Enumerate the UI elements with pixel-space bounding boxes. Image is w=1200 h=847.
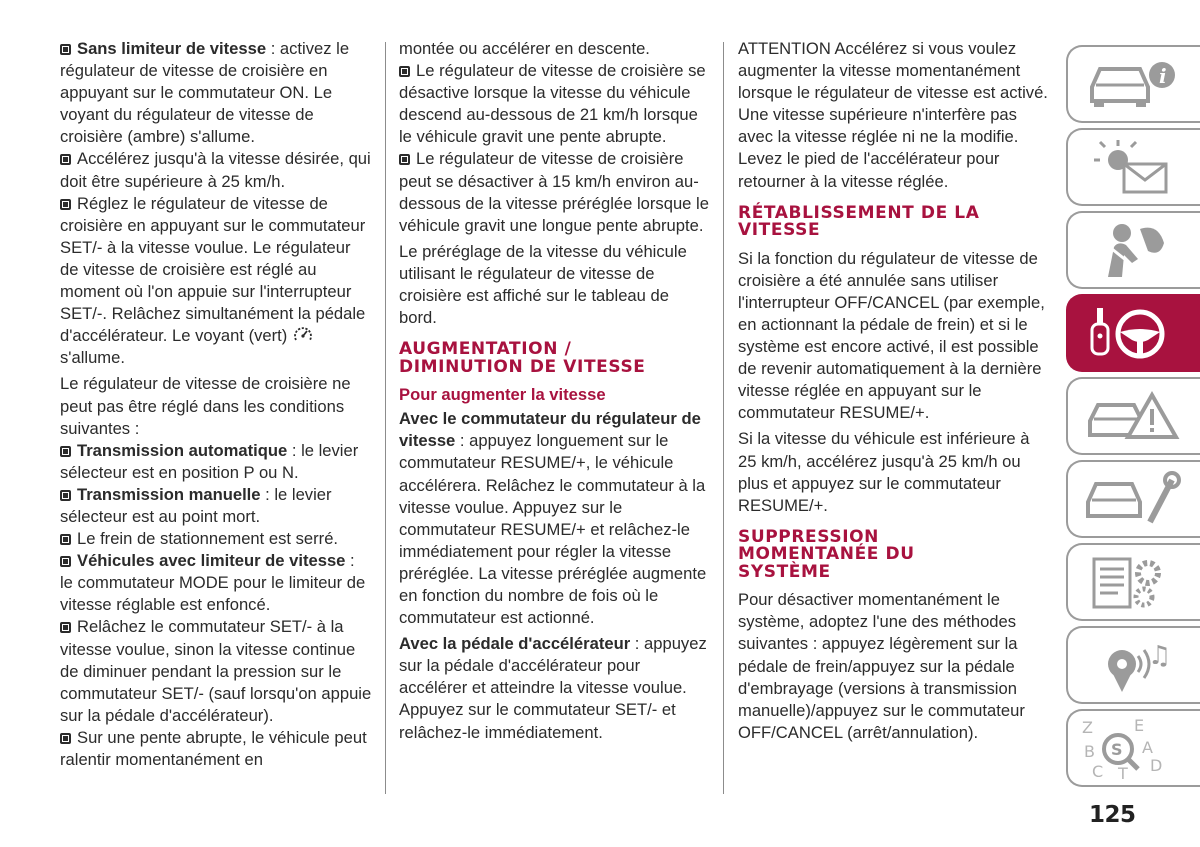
index-letter: T <box>1118 764 1128 779</box>
page-number: 125 <box>1089 802 1136 828</box>
bullet-icon <box>60 154 71 165</box>
heading-line: SYSTÈME <box>738 561 831 582</box>
tab-starting-driving[interactable] <box>1066 294 1200 372</box>
tab-lights-messages[interactable] <box>1066 128 1200 206</box>
heading-line: VITESSE <box>738 220 821 241</box>
heading-line: MOMENTANÉE DU <box>738 544 915 565</box>
paragraph: Si la fonction du régulateur de vitesse de croisière a été annulée sans utiliser l'interrupteur OFF/CANCEL (par exemple, en actionnant la pédale de frein) et si le système est encore activé, il est possible de revenir automatiquement à la dernière vitesse réglée en appuyant sur le commutateur RESUME/+. <box>738 248 1045 423</box>
tab-multimedia[interactable] <box>1066 626 1200 704</box>
index-letter: A <box>1142 738 1153 757</box>
paragraph <box>399 408 711 629</box>
bullet-icon <box>60 733 71 744</box>
paragraph: montée ou accélérer en descente. <box>399 39 650 58</box>
cruise-control-indicator-icon <box>292 326 314 344</box>
tab-car-info[interactable] <box>1066 45 1200 123</box>
section-heading <box>738 526 1048 582</box>
list-item-text: : le levier sélecteur est en position P ou N. <box>60 440 359 482</box>
bold-term: Avec le commutateur du régulateur de vitesse <box>399 409 701 451</box>
bold-term: Transmission manuelle <box>77 484 261 504</box>
index-letter: C <box>1092 762 1104 779</box>
list-item-text: Sur une pente abrupte, le véhicule peut ralentir momentanément en <box>60 727 367 769</box>
specs-gears-icon <box>1078 551 1188 613</box>
bullet-icon <box>60 199 71 210</box>
list-item-text: Le régulateur de vitesse de croisière se désactive lorsque la vitesse du véhicule descend au-dessous de 21 km/h lorsque le véhicule gravit une pente abrupte. <box>399 61 706 147</box>
lights-message-icon <box>1078 136 1188 198</box>
paragraph <box>60 148 372 192</box>
car-wrench-icon <box>1078 468 1188 530</box>
list-item <box>60 727 372 771</box>
list-item <box>399 60 711 148</box>
paragraph: Si la vitesse du véhicule est inférieure à 25 km/h, accélérez jusqu'à 25 km/h ou plus et appuyez sur le commutateur RESUME/+. <box>738 429 1030 515</box>
bullet-icon <box>60 556 71 567</box>
index-letter: Z <box>1082 718 1093 737</box>
paragraph-text: : appuyez sur la pédale d'accélérateur pour accélérer et atteindre la vitesse voulue. Appuyez sur le commutateur SET/- et relâchez-le immédiatement. <box>399 634 707 742</box>
paragraph-text: s'allume. <box>60 348 125 368</box>
index-letter: S <box>1111 740 1123 759</box>
alphabetical-index-icon <box>1078 717 1188 779</box>
section-heading <box>399 341 711 376</box>
paragraph: Le préréglage de la vitesse du véhicule utilisant le régulateur de vitesse de croisière est affiché sur le tableau de bord. <box>399 241 687 328</box>
paragraph: ATTENTION Accélérez si vous voulez augmenter la vitesse momentanément lorsque le régulateur de vitesse est activé. Une vitesse supérieure n'interfère pas avec la vitesse réglée ni ne la modifie. Levez le pied de l'accélérateur pour retourner à la vitesse réglée. <box>738 39 1048 191</box>
tab-emergency[interactable] <box>1066 377 1200 455</box>
multimedia-icon <box>1078 634 1188 696</box>
car-info-icon <box>1078 53 1188 115</box>
list-item <box>399 148 711 236</box>
tab-safety[interactable] <box>1066 211 1200 289</box>
list-item-text: Le frein de stationnement est serré. <box>77 529 339 549</box>
column-divider <box>385 42 386 794</box>
index-letter: B <box>1084 742 1095 761</box>
seat-airbag-icon <box>1078 219 1188 281</box>
column-divider <box>723 42 724 794</box>
paragraph-text: : appuyez longuement sur le commutateur RESUME/+, le véhicule accélérera. Relâchez le commutateur à la vitesse voulue. Appuyez sur le commutateur RESUME/+ et relâchez-le immédiatement pour régler la vitesse préréglée. La vitesse préréglée augmente en fonction du nombre de fois où le commutateur est actionné. <box>399 431 707 628</box>
subheading: Pour augmenter la vitesse <box>399 385 606 405</box>
bullet-icon <box>60 622 71 633</box>
bold-term: Sans limiteur de vitesse <box>77 39 267 58</box>
heading-line: SUPPRESSION <box>738 526 879 547</box>
bullet-icon <box>60 534 71 545</box>
text-column-1 <box>60 38 372 771</box>
section-heading <box>738 202 1048 241</box>
tab-maintenance[interactable] <box>1066 460 1200 538</box>
heading-line: DIMINUTION DE VITESSE <box>399 356 646 377</box>
key-steering-wheel-icon <box>1078 302 1188 364</box>
bold-term: Avec la pédale d'accélérateur <box>399 634 631 654</box>
bullet-icon <box>60 44 71 55</box>
svg-text:i: i <box>1159 64 1167 88</box>
text-column-3 <box>738 38 1048 744</box>
tab-index[interactable] <box>1066 709 1200 787</box>
heading-line: AUGMENTATION / <box>399 339 572 360</box>
list-item <box>60 616 372 726</box>
paragraph <box>60 193 372 370</box>
list-item <box>60 550 372 616</box>
list-item-text: Le régulateur de vitesse de croisière peut se désactiver à 15 km/h environ au-dessous de la vitesse préréglée lorsque le véhicule gravit une longue pente abrupte. <box>399 149 709 235</box>
bold-term: Transmission automatique <box>77 440 288 460</box>
bullet-icon <box>399 154 410 165</box>
bullet-icon <box>60 490 71 501</box>
bullet-icon <box>399 66 410 77</box>
car-warning-icon <box>1078 385 1188 447</box>
tab-technical-data[interactable] <box>1066 543 1200 621</box>
list-item <box>60 528 372 550</box>
list-item <box>60 440 372 484</box>
text-column-2 <box>399 38 711 744</box>
svg-text:♫: ♫ <box>1148 641 1172 671</box>
paragraph-text: : activez le régulateur de vitesse de croisière en appuyant sur le commutateur ON. Le voyant du régulateur de vitesse de croisière (ambre) s'allume. <box>60 39 350 147</box>
index-letter: D <box>1150 756 1163 775</box>
heading-line: RÉTABLISSEMENT DE LA <box>738 202 980 223</box>
list-item-text: : le commutateur MODE pour le limiteur de vitesse réglable est enfoncé. <box>60 551 366 615</box>
bullet-icon <box>60 446 71 457</box>
paragraph <box>399 633 711 743</box>
paragraph-text: Accélérez jusqu'à la vitesse désirée, qui doit être supérieure à 25 km/h. <box>60 149 371 191</box>
paragraph <box>60 38 372 148</box>
list-item <box>60 484 372 528</box>
index-letter: E <box>1134 717 1145 735</box>
paragraph: Pour désactiver momentanément le système, adoptez l'une des méthodes suivantes : appuyez légèrement sur la pédale de frein/appuyez sur la pédale d'embrayage (versions à transmission manuelle)/appuyez sur le commutateur OFF/CANCEL (arrêt/annulation). <box>738 590 1025 742</box>
paragraph: Le régulateur de vitesse de croisière ne peut pas être réglé dans les conditions suivantes : <box>60 374 351 438</box>
list-item-text: : le levier sélecteur est au point mort. <box>60 484 332 526</box>
list-item-text: Relâchez le commutateur SET/- à la vitesse voulue, sinon la vitesse continue de diminuer pendant la pression sur le commutateur SET/- (sauf lorsqu'on appuie sur la pédale d'accélérateur). <box>60 617 372 725</box>
paragraph-text: Réglez le régulateur de vitesse de croisière en appuyant sur le commutateur SET/- à la vitesse voulue. Le régulateur de vitesse de croisière est réglé au moment où l'on appuie sur l'interrupteur SET/-. Relâchez simultanément la pédale d'accélérateur. Le voyant (vert) <box>60 193 366 346</box>
bold-term: Véhicules avec limiteur de vitesse <box>77 551 346 571</box>
